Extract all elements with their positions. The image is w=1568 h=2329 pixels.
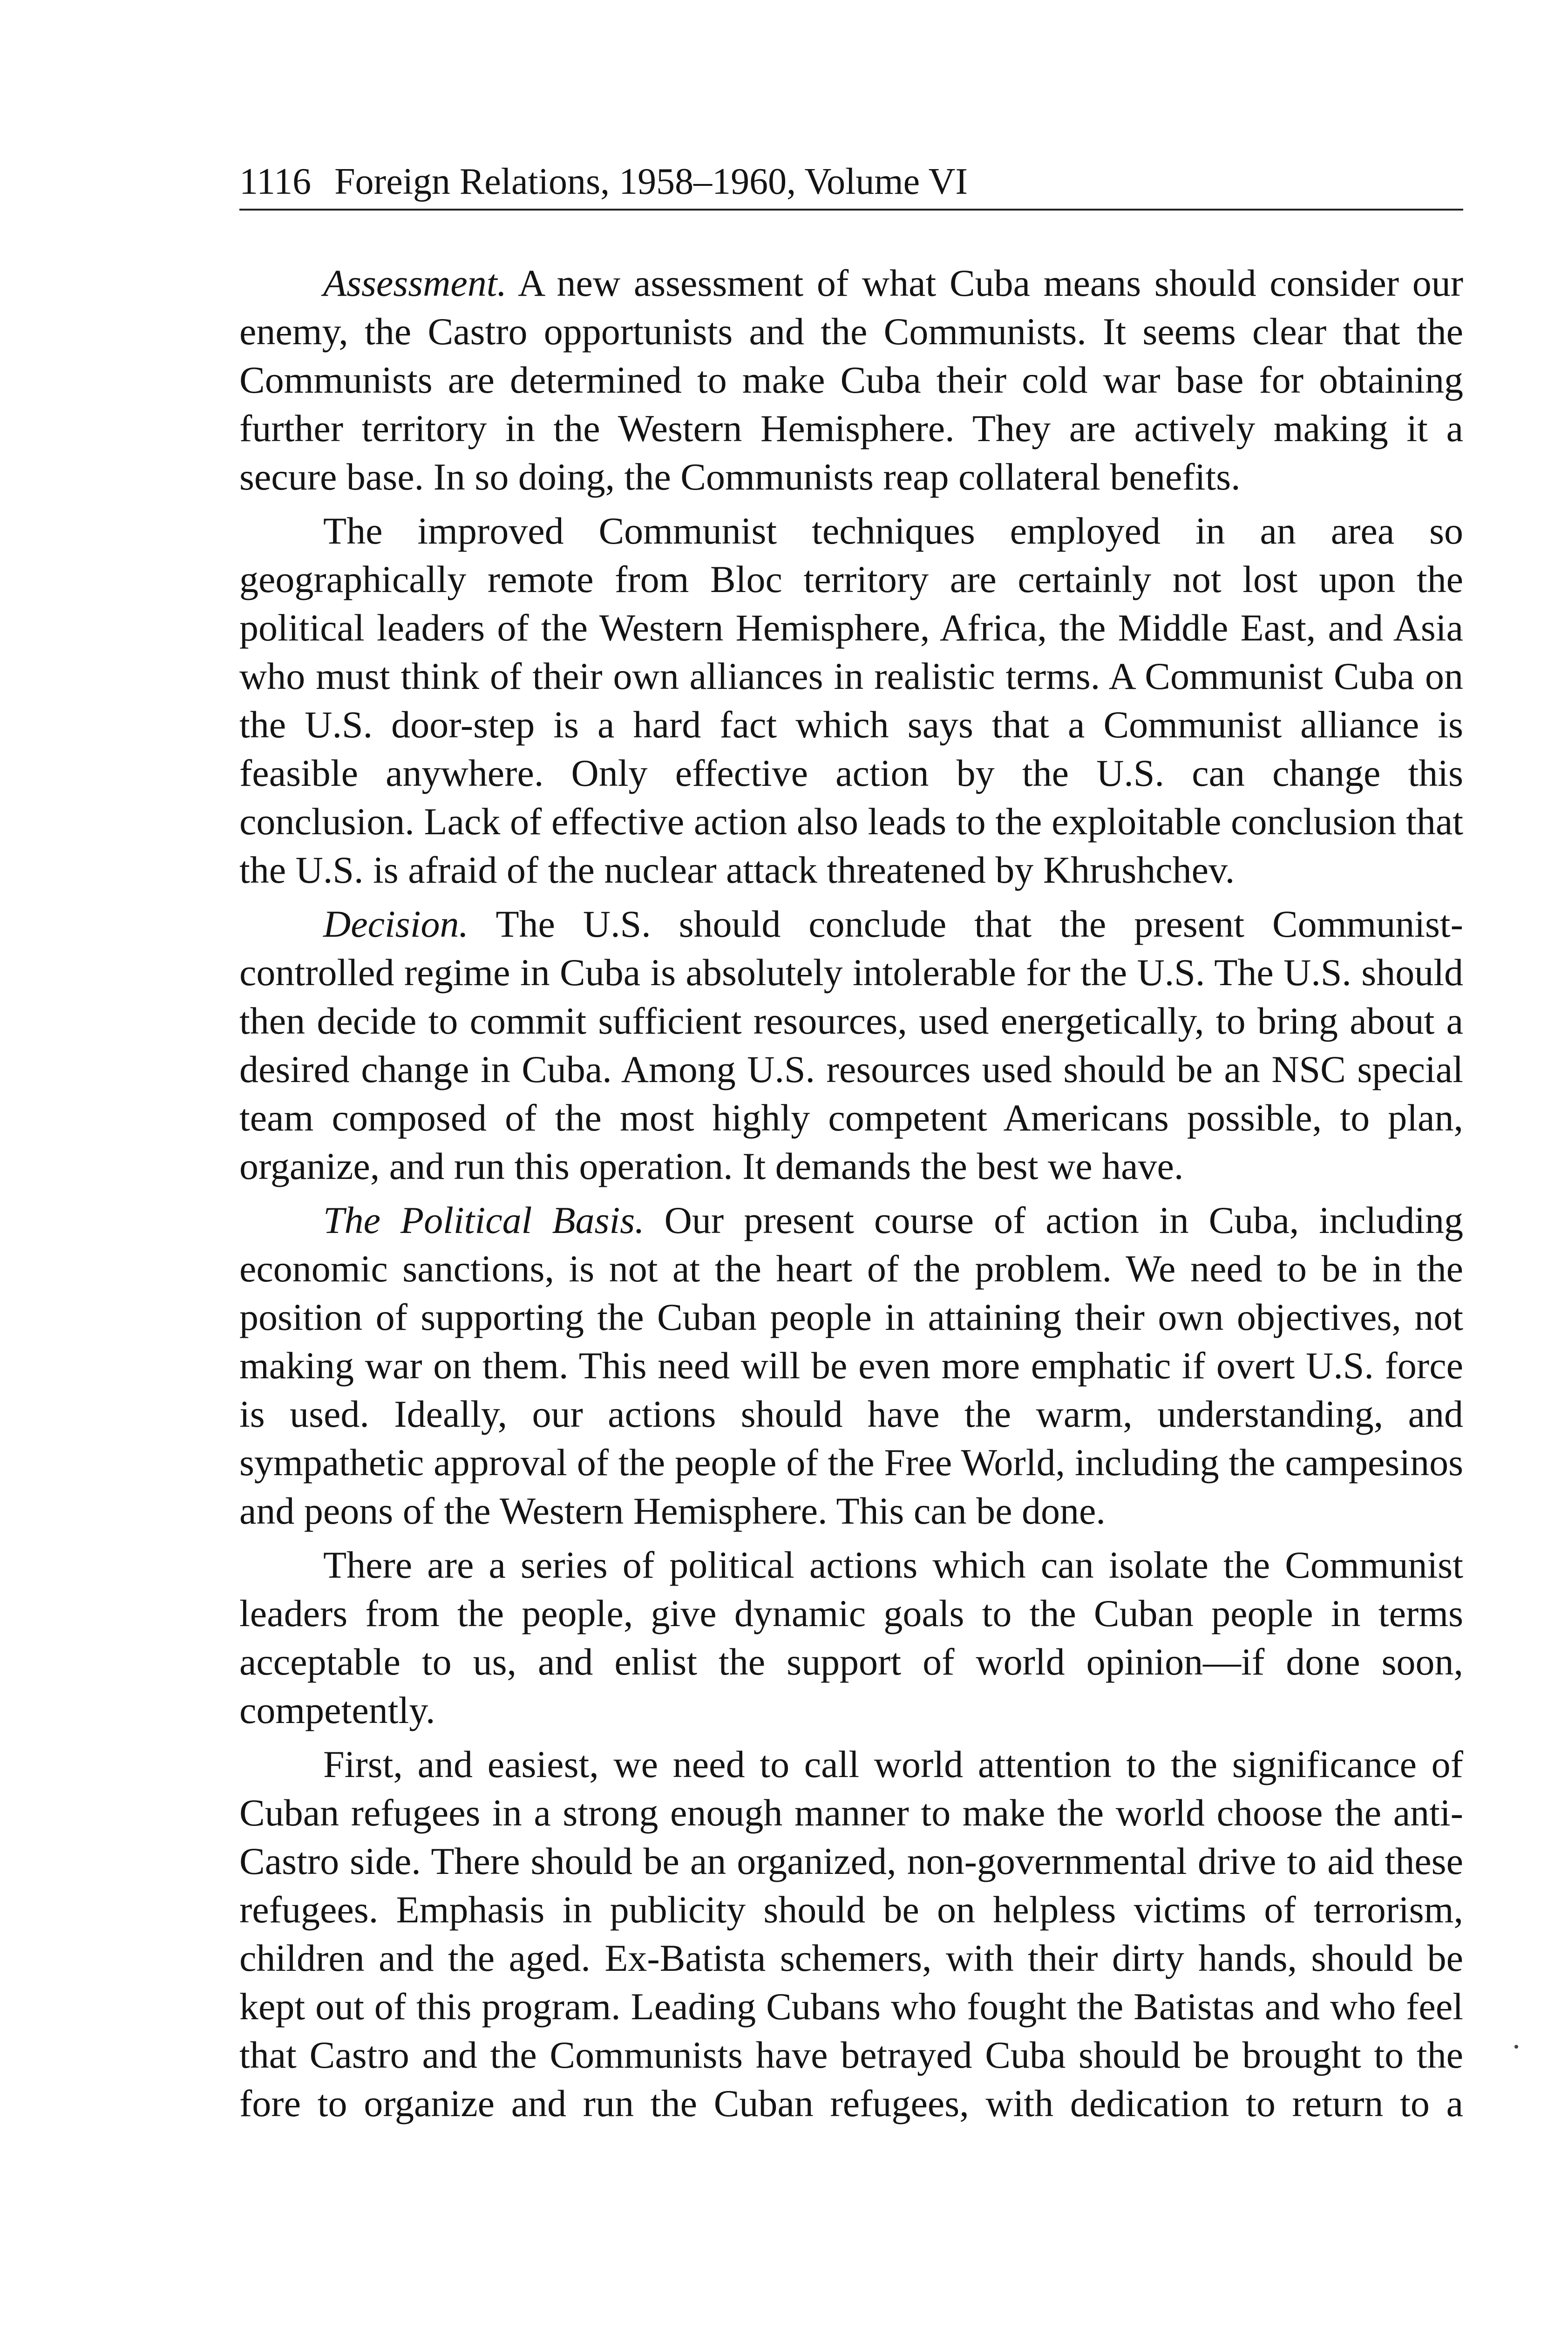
body-text — [239, 259, 1463, 2133]
paragraph-text: The U.S. should conclude that the present Communist-controlled regime in Cuba is absolutely intolerable for the U.S. The U.S. should then decide to commit sufficient resources, used energetically, to bring about a desired change in Cuba. Among U.S. resources used should be an NSC special team composed of the most highly competent Americans possible, to plan, organize, and run this operation. It demands the best we have. — [239, 903, 1463, 1187]
paragraph-assessment — [239, 259, 1463, 501]
paragraph-lead: The Political Basis. — [323, 1199, 645, 1241]
paragraph-text: A new assessment of what Cuba means should consider our enemy, the Castro opportunists and the Communists. It seems clear that the Communists are determined to make Cuba their cold war base for obtaining further territory in the Western Hemisphere. They are actively making it a secure base. In so doing, the Communists reap collateral benefits. — [239, 262, 1463, 498]
paragraph-political-basis — [239, 1196, 1463, 1535]
paragraph-lead: Decision. — [323, 903, 468, 945]
paragraph-refugees — [239, 1740, 1463, 2128]
paragraph-text: First, and easiest, we need to call world attention to the significance of Cuban refugees in a strong enough manner to make the world choose the anti-Castro side. There should be an organized, non-governmental drive to aid these refugees. Emphasis in publicity should be on helpless victims of terrorism, children and the aged. Ex-Batista schemers, with their dirty hands, should be kept out of this program. Leading Cubans who fought the Batistas and who feel that Castro and the Communists have betrayed Cuba should be brought to the fore to organize and run the Cuban refugees, with dedication to return to a — [239, 1743, 1463, 2125]
paragraph-text: Our present course of action in Cuba, including economic sanctions, is not at the heart of the problem. We need to be in the position of supporting the Cuban people in attaining their own objectives, not making war on them. This need will be even more emphatic if overt U.S. force is used. Ideally, our actions should have the warm, understanding, and sympathetic approval of the people of the Free World, including the campesinos and peons of the Western Hemisphere. This can be done. — [239, 1199, 1463, 1532]
scan-speck — [1514, 2045, 1518, 2049]
paragraph-text: The improved Communist techniques employed in an area so geographically remote from Bloc territory are certainly not lost upon the political leaders of the Western Hemisphere, Africa, the Middle East, and Asia who must think of their own alliances in realistic terms. A Communist Cuba on the U.S. door-step is a hard fact which says that a Communist alliance is feasible anywhere. Only effective action by the U.S. can change this conclusion. Lack of effective action also leads to the exploitable conclusion that the U.S. is afraid of the nuclear attack threatened by Khrushchev. — [239, 510, 1463, 891]
paragraph-political-actions — [239, 1541, 1463, 1735]
paragraph-decision — [239, 900, 1463, 1191]
paragraph-communist-techniques — [239, 507, 1463, 894]
running-title: Foreign Relations, 1958–1960, Volume VI — [334, 161, 968, 202]
running-header — [239, 158, 1463, 211]
page-number: 1116 — [239, 161, 312, 202]
paragraph-text: There are a series of political actions which can isolate the Communist leaders from the people, give dynamic goals to the Cuban people in terms acceptable to us, and enlist the support of world opinion—if done soon, competently. — [239, 1544, 1463, 1731]
paragraph-lead: Assessment. — [323, 262, 507, 304]
